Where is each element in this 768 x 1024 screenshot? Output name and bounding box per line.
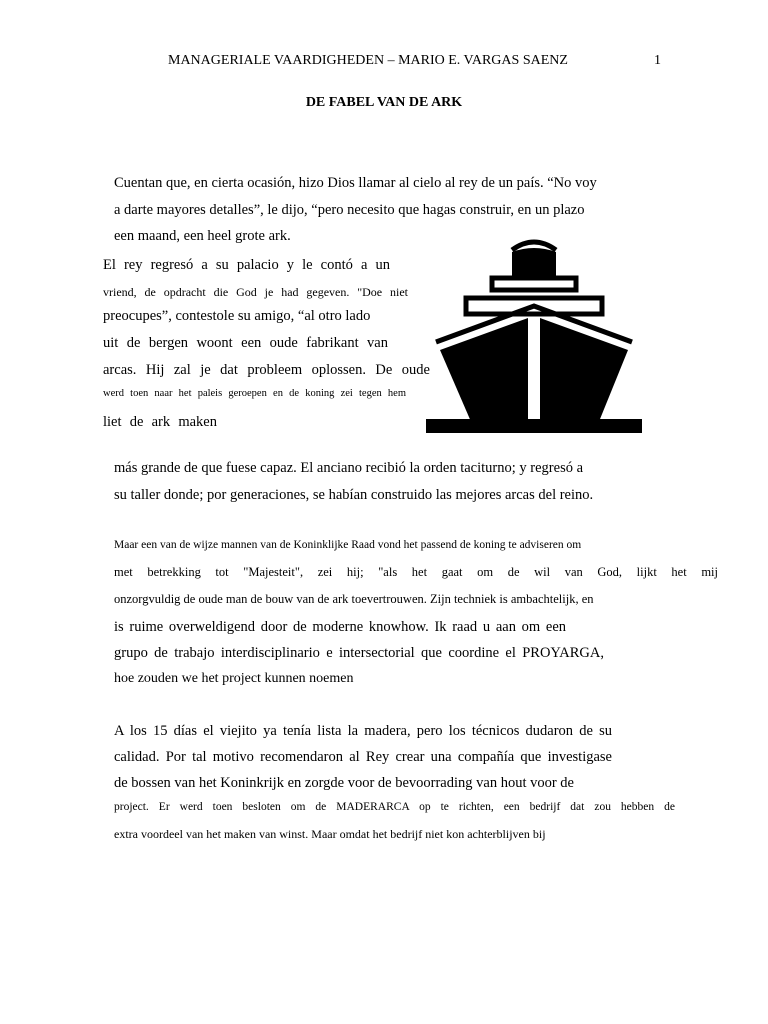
text-line: A los 15 días el viejito ya tenía lista la madera, pero los técnicos dudaron de su [114,723,612,739]
text-line: onzorgvuldig de oude man de bouw van de ark toevertrouwen. Zijn techniek is ambachtelijk, en [114,592,594,606]
document-title: DE FABEL VAN DE ARK [305,95,463,110]
text-line: werd toen naar het paleis geroepen en de koning zei tegen hem [103,388,406,399]
text-line: grupo de trabajo interdisciplinario e intersectorial que coordine el PROYARGA, [114,645,604,661]
text-line: arcas. Hij zal je dat probleem oplossen. De oude [103,362,430,378]
text-line: project. Er werd toen besloten om de MADERARCA op te richten, een bedrijf dat zou hebben de [114,801,675,813]
text-line: is ruime overweldigend door de moderne knowhow. Ik raad u aan om een [114,619,566,635]
text-line: een maand, een heel grote ark. [114,228,291,244]
text-line: uit de bergen woont een oude fabrikant van [103,335,388,351]
text-line: su taller donde; por generaciones, se habían construido las mejores arcas del reino. [114,487,594,503]
text-line: preocupes”, contestole su amigo, “al otro lado [103,308,371,324]
text-line: extra voordeel van het maken van winst. Maar omdat het bedrijf niet kon achterblijven bij [114,827,546,841]
text-line: a darte mayores detalles”, le dijo, “pero necesito que hagas construir, en un plazo [114,202,585,218]
text-line: El rey regresó a su palacio y le contó a un [103,257,390,273]
ship-icon [426,238,642,436]
text-line: hoe zouden we het project kunnen noemen [114,671,354,686]
running-header-title: MANAGERIALE VAARDIGHEDEN – MARIO E. VARGAS SAENZ [168,53,568,68]
text-line: calidad. Por tal motivo recomendaron al Rey crear una compañía que investigase [114,749,612,765]
page-number: 1 [654,53,661,68]
text-line: vriend, de opdracht die God je had gegeven. "Doe niet [103,285,408,299]
text-line: más grande de que fuese capaz. El anciano recibió la orden taciturno; y regresó a [114,460,584,476]
text-line: liet de ark maken [103,414,217,430]
text-line: Cuentan que, en cierta ocasión, hizo Dios llamar al cielo al rey de un país. “No voy [114,175,597,191]
text-line: de bossen van het Koninkrijk en zorgde voor de bevoorrading van hout voor de [114,775,574,791]
text-line: Maar een van de wijze mannen van de Koninklijke Raad vond het passend de koning te adviseren om [114,539,582,551]
text-line: met betrekking tot "Majesteit", zei hij; "als het gaat om de wil van God, lijkt het mij [114,565,718,579]
